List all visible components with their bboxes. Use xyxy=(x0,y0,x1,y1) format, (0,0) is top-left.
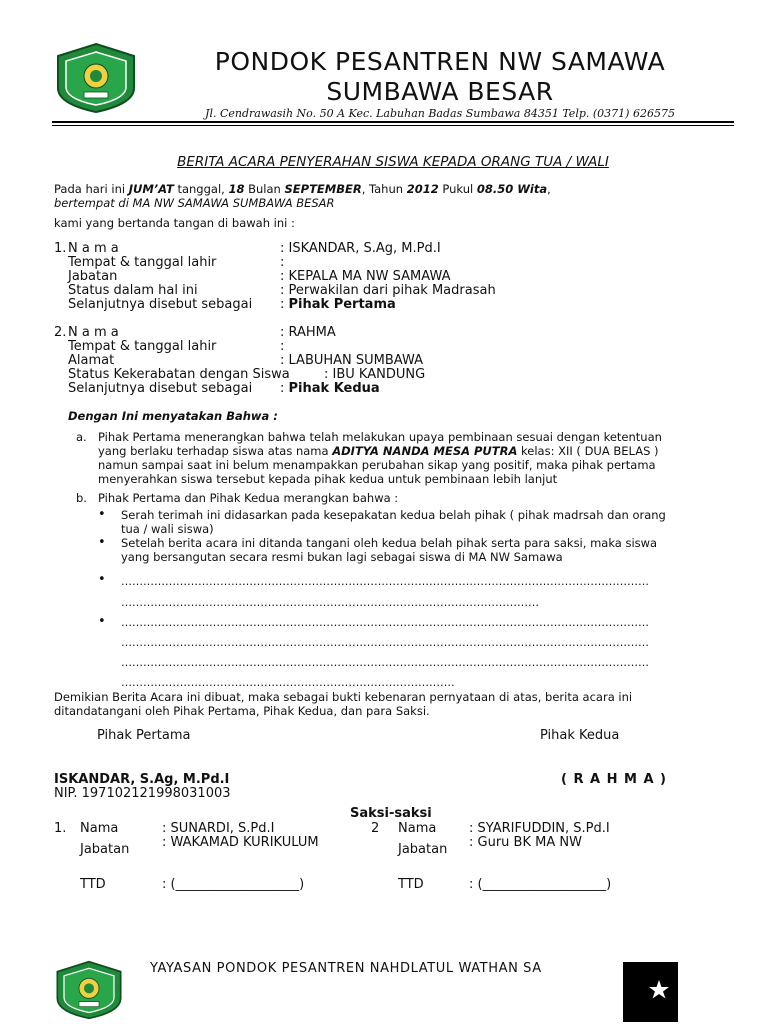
bullet-2-text: Setelah berita acara ini ditanda tangani oleh kedua belah pihak serta para saksi, maka siswa yang bersangutan secara resmi bukan lagi sebagai siswa di MA NW Samawa xyxy=(121,536,658,564)
footer-madrasah-logo xyxy=(54,960,124,1020)
first-party-label: Pihak Pertama xyxy=(97,728,191,743)
first-party-nip: NIP. 197102121998031003 xyxy=(54,786,231,801)
witness2-position-label: Jabatan xyxy=(398,842,448,857)
nw-crescent-star-icon xyxy=(623,962,678,1022)
witness2-ttd-label: TTD xyxy=(398,877,424,892)
closing-paragraph: Demikian Berita Acara ini dibuat, maka sebagai bukti kebenaran pernyataan di atas, berita acara ini ditandatangani oleh Pihak Pertama, Pihak Kedua, dan para Saksi. xyxy=(54,690,633,718)
witness2-name: : SYARIFUDDIN, S.Pd.I xyxy=(469,821,610,836)
madrasah-logo xyxy=(54,42,138,114)
second-party-name: ( R A H M A ) xyxy=(561,772,667,787)
witnesses-heading: Saksi-saksi xyxy=(350,806,432,821)
blank-line-4: ……………………………………………………………………………………………………………………………… xyxy=(121,636,649,649)
institution-name-line2: SUMBAWA BESAR xyxy=(326,77,554,106)
witness1-ttd-label: TTD xyxy=(80,877,106,892)
second-party-label: Pihak Kedua xyxy=(540,728,620,743)
point-a-marker: a. xyxy=(76,430,87,444)
institution-address: Jl. Cendrawasih No. 50 A Kec. Labuhan Badas Sumbawa 84351 Telp. (0371) 626575 xyxy=(205,107,675,120)
intro-place: bertempat di MA NW SAMAWA SUMBAWA BESAR xyxy=(54,196,335,210)
footer-foundation-name: YAYASAN PONDOK PESANTREN NAHDLATUL WATHAN SA xyxy=(150,961,542,976)
witness2-signature-line: : (___________________) xyxy=(469,877,612,892)
witness1-position-label: Jabatan xyxy=(80,842,130,857)
blank-line-6: ………………………………………………………………………………. xyxy=(121,676,455,689)
witness2-number: 2 xyxy=(371,821,380,836)
bullet-1-dot: • xyxy=(98,507,106,522)
witness1-name: : SUNARDI, S.Pd.I xyxy=(162,821,275,836)
point-a-text: Pihak Pertama menerangkan bahwa telah melakukan upaya pembinaan sesuai dengan ketentuan yang berlaku terhadap siswa atas nama ADITYA NANDA MESA PUTRA kelas: XII ( DUA BELAS ) namun sampai saat ini belum menampakkan perubahan sikap yang positif, maka pihak pertama menyerahkan siswa tersebut kepada pihak kedua untuk pembinaan lebih lanjut xyxy=(98,430,662,486)
bullet-2-dot: • xyxy=(98,535,106,550)
witness1-signature-line: : (___________________) xyxy=(162,877,305,892)
party1-number: 1. xyxy=(54,241,67,256)
witness1-name-label: Nama xyxy=(80,821,119,836)
blank-line-5: ……………………………………………………………………………………………………………………………… xyxy=(121,656,649,669)
document-title: BERITA ACARA PENYERAHAN SISWA KEPADA ORANG TUA / WALI xyxy=(177,154,609,170)
header-rule-thin xyxy=(52,125,734,126)
witness2-position: : Guru BK MA NW xyxy=(469,835,582,850)
institution-name-line1: PONDOK PESANTREN NW SAMAWA xyxy=(214,47,666,76)
blank-line-3: ……………………………………………………………………………………………………………………………… xyxy=(121,616,649,629)
bullet-3-dot: • xyxy=(98,572,106,587)
blank-line-2: …………………………………………………………………………………………………… xyxy=(121,596,539,609)
blank-line-1: ……………………………………………………………………………………………………………………………… xyxy=(121,575,649,588)
header-rule-thick xyxy=(52,121,734,123)
intro-signatories: kami yang bertanda tangan di bawah ini : xyxy=(54,216,295,230)
point-b-marker: b. xyxy=(76,491,87,505)
bullet-1-text: Serah terimah ini didasarkan pada kesepakatan kedua belah pihak ( pihak madrsah dan orang tua / wali siswa) xyxy=(121,508,666,536)
witness2-name-label: Nama xyxy=(398,821,437,836)
party2-number: 2. xyxy=(54,325,67,340)
intro-line: Pada hari ini JUM’AT tanggal, 18 Bulan SEPTEMBER, Tahun 2012 Pukul 08.50 Wita, xyxy=(54,182,551,196)
witness1-position: : WAKAMAD KURIKULUM xyxy=(162,835,319,850)
statement-heading: Dengan Ini menyatakan Bahwa : xyxy=(68,409,278,423)
witness1-number: 1. xyxy=(54,821,67,836)
first-party-name: ISKANDAR, S.Ag, M.Pd.I xyxy=(54,772,230,787)
bullet-4-dot: • xyxy=(98,614,106,629)
point-b-text: Pihak Pertama dan Pihak Kedua merangkan bahwa : xyxy=(98,491,399,505)
